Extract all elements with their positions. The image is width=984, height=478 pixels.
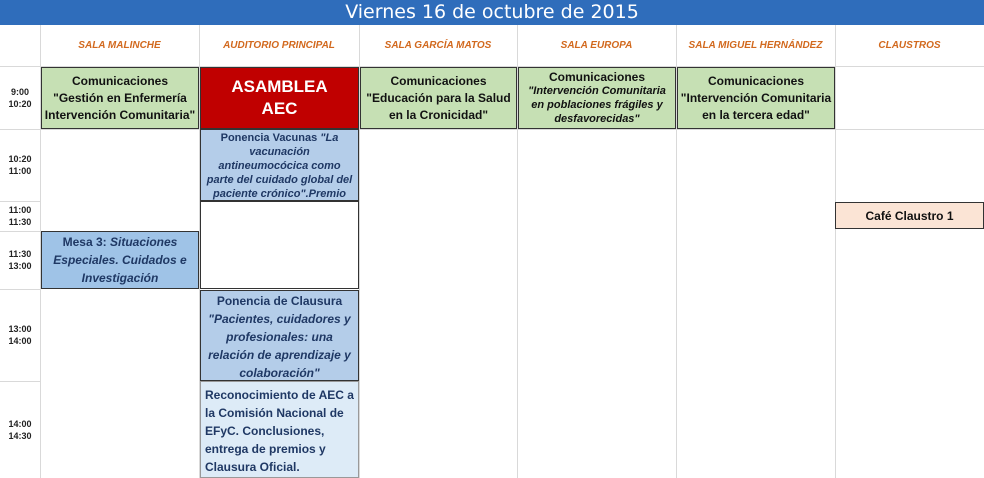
room-header-auditorio: AUDITORIO PRINCIPAL	[223, 40, 335, 51]
session-miguel-comunicaciones[interactable]	[677, 67, 835, 129]
room-header-claustros: CLAUSTROS	[878, 40, 941, 51]
session-text: desfavorecidas"	[554, 113, 640, 125]
time-end: 14:00	[8, 336, 32, 346]
time-start: 10:20	[8, 154, 32, 164]
session-text: "Intervención Comunitaria	[680, 90, 832, 105]
time-slot	[0, 201, 40, 231]
time-slot	[0, 381, 40, 478]
session-title: ASAMBLEA	[231, 77, 328, 96]
room-header-malinche: SALA MALINCHE	[78, 40, 161, 51]
time-end: 14:30	[8, 430, 32, 441]
session-text: en la tercera edad"	[702, 107, 810, 122]
room-header-garcia-matos: SALA GARCÍA MATOS	[384, 40, 492, 51]
session-mesa-3[interactable]	[41, 231, 199, 289]
time-slot	[0, 66, 40, 129]
time-start: 9:00	[10, 86, 29, 97]
time-end: 10:20	[8, 98, 32, 109]
session-malinche-comunicaciones[interactable]	[41, 67, 199, 129]
session-text: en poblaciones frágiles y	[531, 99, 663, 111]
session-title: Ponencia de Clausura	[216, 294, 343, 308]
time-start: 11:30	[8, 249, 32, 259]
time-end: 11:30	[8, 217, 32, 227]
time-slot	[0, 289, 40, 381]
empty-slot	[200, 201, 359, 289]
session-text: Intervención Comunitaria"	[44, 107, 196, 122]
room-header-miguel-hernandez: SALA MIGUEL HERNÁNDEZ	[688, 40, 823, 51]
session-asamblea-aec[interactable]	[200, 67, 359, 129]
session-garcia-comunicaciones[interactable]	[360, 67, 517, 129]
session-title: Comunicaciones	[390, 73, 487, 88]
session-text: "Pacientes, cuidadores y profesionales: una relación de aprendizaje y colaboración"	[208, 312, 351, 380]
room-header-europa: SALA EUROPA	[560, 40, 633, 51]
session-title: Comunicaciones	[548, 70, 646, 84]
page-title: Viernes 16 de octubre de 2015	[0, 0, 984, 25]
session-title: Comunicaciones	[707, 73, 805, 88]
time-start: 11:00	[8, 205, 32, 215]
session-text: AEC	[261, 99, 298, 118]
session-text: "Intervención Comunitaria	[528, 85, 666, 97]
time-slot	[0, 129, 40, 201]
session-text: "La vacunación antineumocócica como parte del cuidado global del paciente crónico".Premio	[206, 132, 353, 200]
session-title: Ponencia Vacunas	[220, 132, 318, 144]
grid-line	[0, 129, 984, 130]
time-end: 11:00	[8, 166, 32, 176]
time-start: 14:00	[8, 418, 32, 429]
session-title: Mesa 3:	[62, 235, 107, 249]
session-text: "Educación para la Salud	[366, 90, 511, 105]
session-title: Comunicaciones	[71, 73, 169, 88]
grid-line	[835, 25, 836, 478]
session-ponencia-vacunas[interactable]	[200, 129, 359, 201]
session-text: "Gestión en Enfermería	[53, 90, 187, 105]
time-end: 13:00	[8, 261, 32, 271]
session-europa-comunicaciones[interactable]	[518, 67, 676, 129]
session-text: Situaciones Especiales. Cuidados e Investigación	[53, 235, 187, 285]
session-cafe-claustro[interactable]: Café Claustro 1	[835, 202, 984, 229]
time-start: 13:00	[8, 324, 32, 334]
time-slot	[0, 231, 40, 289]
session-text: en la Cronicidad"	[388, 107, 489, 122]
session-ponencia-clausura[interactable]	[200, 290, 359, 381]
session-reconocimiento[interactable]: Reconocimiento de AEC a la Comisión Nacional de EFyC. Conclusiones, entrega de premios y Clausura Oficial.	[200, 381, 359, 478]
